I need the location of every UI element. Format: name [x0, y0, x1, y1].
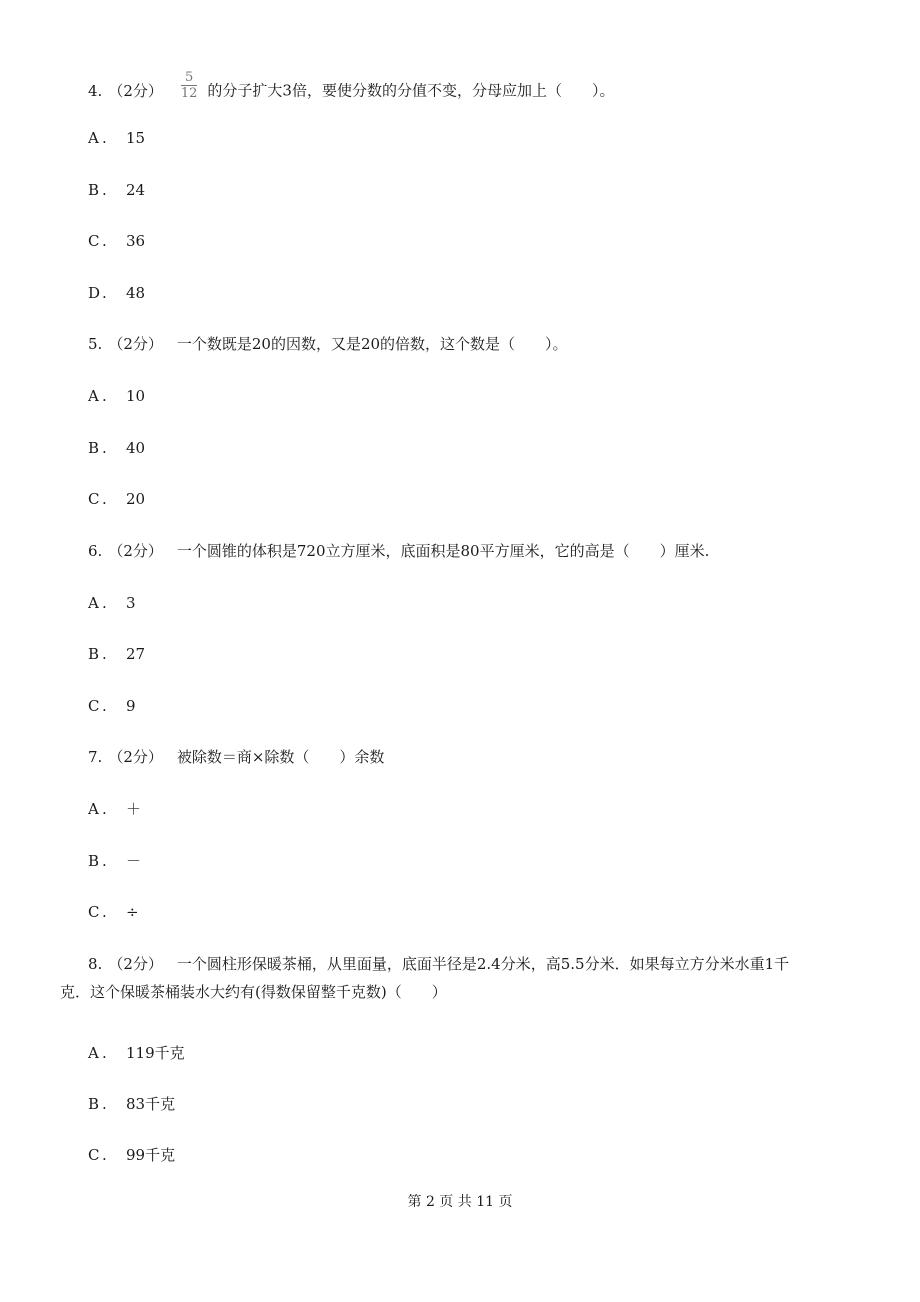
- question-text: 一个数既是20的因数，又是20的倍数，这个数是（ ）。: [176, 335, 568, 353]
- question-6-option-c: [88, 696, 136, 716]
- option-letter: C: [88, 232, 100, 250]
- question-number: 4.: [88, 81, 103, 100]
- option-letter: B: [88, 645, 100, 663]
- question-8-stem: [60, 950, 860, 1006]
- question-text: 一个圆锥的体积是720立方厘米，底面积是80平方厘米，它的高是（ ）厘米.: [176, 542, 710, 560]
- question-5-option-b: [88, 438, 145, 458]
- option-dot: .: [102, 387, 107, 405]
- question-score: （2分）: [108, 81, 163, 100]
- option-letter: B: [88, 181, 100, 199]
- option-dot: .: [102, 697, 107, 715]
- option-dot: .: [102, 232, 107, 250]
- option-dot: .: [102, 181, 107, 199]
- option-dot: .: [102, 439, 107, 457]
- option-value: ＋: [126, 800, 142, 818]
- option-letter: A: [88, 129, 99, 147]
- question-5-option-c: [88, 489, 145, 509]
- option-letter: B: [88, 1095, 100, 1113]
- option-dot: .: [102, 490, 107, 508]
- option-value: 48: [126, 284, 146, 302]
- question-7-stem: [88, 747, 384, 767]
- option-letter: A: [88, 387, 99, 405]
- option-dot: .: [102, 645, 107, 663]
- question-first-line: [60, 950, 860, 978]
- question-6-stem: [88, 541, 709, 561]
- question-4-option-d: [88, 283, 145, 303]
- question-score: （2分）: [108, 335, 163, 353]
- option-letter: C: [88, 1146, 100, 1164]
- question-text: 的分子扩大3倍，要使分数的分值不变，分母应加上（ ）。: [207, 81, 615, 100]
- option-value: 27: [126, 645, 146, 663]
- question-score: （2分）: [108, 542, 163, 560]
- question-6-option-a: [88, 593, 136, 613]
- question-8-option-b: [88, 1094, 175, 1114]
- option-dot: .: [102, 903, 107, 921]
- option-letter: A: [88, 800, 99, 818]
- option-letter: D: [88, 284, 101, 302]
- question-text-line1: 一个圆柱形保暖茶桶，从里面量，底面半径是2.4分米，高5.5分米．如果每立方分米水重1千: [176, 955, 790, 973]
- option-value: 3: [126, 594, 136, 612]
- option-dot: .: [102, 129, 107, 147]
- option-letter: A: [88, 1044, 99, 1062]
- option-dot: .: [102, 1146, 107, 1164]
- option-value: 10: [126, 387, 146, 405]
- option-value: 20: [126, 490, 146, 508]
- option-letter: C: [88, 697, 100, 715]
- question-number: 8.: [88, 955, 103, 973]
- option-value: ÷: [126, 903, 139, 921]
- question-6-option-b: [88, 644, 145, 664]
- option-value: 40: [126, 439, 146, 457]
- fraction-numerator: 5: [184, 70, 194, 85]
- option-value: 83千克: [126, 1095, 176, 1113]
- option-dot: .: [102, 800, 107, 818]
- question-4-option-b: [88, 180, 145, 200]
- fraction-five-twelfths: [181, 71, 198, 100]
- option-letter: B: [88, 439, 100, 457]
- question-5-option-a: [88, 386, 145, 406]
- fraction-denominator: 12: [180, 86, 198, 101]
- option-letter: C: [88, 903, 100, 921]
- question-number: 5.: [88, 335, 103, 353]
- option-value: －: [126, 852, 142, 870]
- option-value: 99千克: [126, 1146, 176, 1164]
- option-dot: .: [102, 852, 107, 870]
- option-letter: B: [88, 852, 100, 870]
- option-dot: .: [102, 284, 107, 302]
- option-value: 24: [126, 181, 146, 199]
- option-value: 36: [126, 232, 146, 250]
- option-dot: .: [102, 594, 107, 612]
- option-dot: .: [102, 1044, 107, 1062]
- question-number: 7.: [88, 748, 103, 766]
- option-value: 119千克: [126, 1044, 185, 1062]
- question-score: （2分）: [108, 955, 163, 973]
- question-number: 6.: [88, 542, 103, 560]
- option-dot: .: [102, 1095, 107, 1113]
- question-5-stem: [88, 334, 568, 354]
- option-value: 9: [126, 697, 136, 715]
- question-7-option-a: [88, 799, 141, 819]
- question-7-option-c: [88, 902, 139, 922]
- question-text: 被除数＝商×除数（ ）余数: [176, 748, 385, 766]
- question-7-option-b: [88, 851, 141, 871]
- question-4-option-c: [88, 231, 145, 251]
- question-8-option-c: [88, 1145, 175, 1165]
- question-4-option-a: [88, 128, 145, 148]
- page-footer: 第 2 页 共 11 页: [407, 1194, 513, 1210]
- option-value: 15: [126, 129, 146, 147]
- option-letter: C: [88, 490, 100, 508]
- question-score: （2分）: [108, 748, 163, 766]
- question-8-option-a: [88, 1043, 185, 1063]
- question-4-stem: [88, 70, 615, 106]
- question-text-line2: 克．这个保暖茶桶装水大约有(得数保留整千克数)（ ）: [60, 983, 447, 1001]
- option-letter: A: [88, 594, 99, 612]
